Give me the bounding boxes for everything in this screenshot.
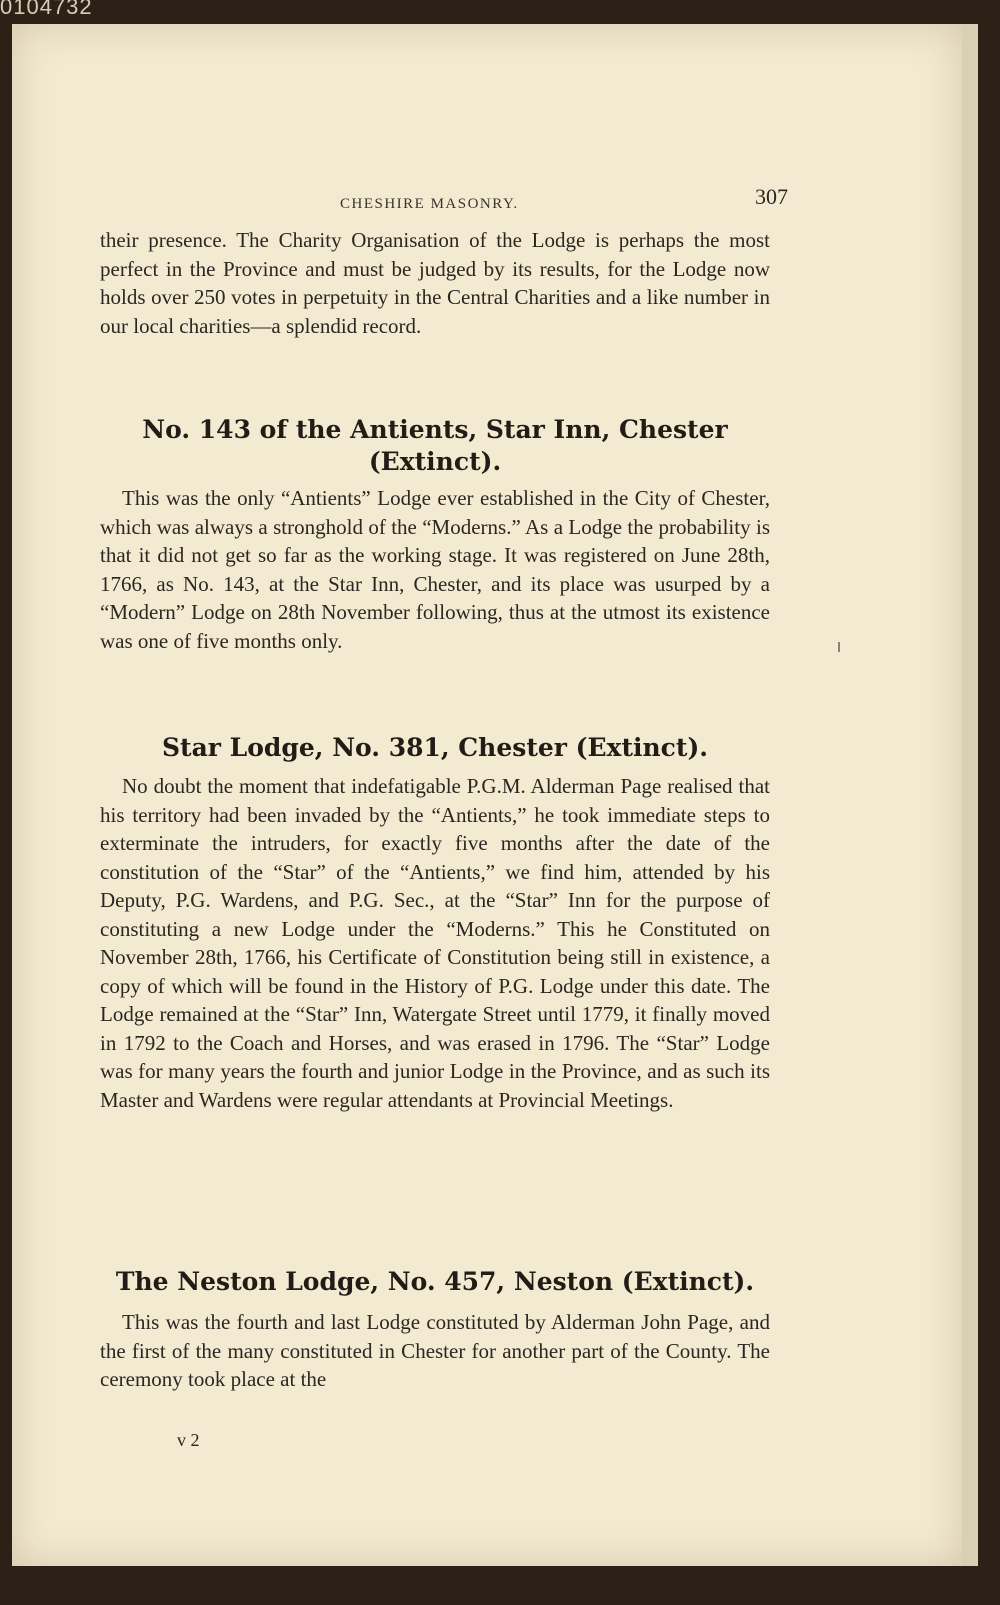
heading-line: The Neston Lodge, No. 457, Neston (Extinct). [115, 1267, 755, 1296]
heading-line: No. 143 of the Antients, Star Inn, Chester [142, 415, 728, 444]
paragraph-antients [100, 484, 770, 655]
section-heading-antients [100, 414, 770, 478]
heading-line: (Extinct). [368, 447, 502, 476]
margin-mark [838, 642, 840, 652]
paragraph-text: No doubt the moment that indefatigable P.G.M. Alderman Page realised that his territory had been invaded by the “Antients,” he took immediate steps to exterminate the intruders, for exactly five months after the date of the constitution of the “Star” of the “Antients,” we find him, attended by his Deputy, P.G. Wardens, and P.G. Sec., at the “Star” Inn for the purpose of constituting a new Lodge under the “Moderns.” This he Constituted on November 28th, 1766, his Certificate of Constitution being still in existence, a copy of which will be found in the History of P.G. Lodge under this date. The Lodge remained at the “Star” Inn, Watergate Street until 1779, it finally moved in 1792 to the Coach and Horses, and was erased in 1796. The “Star” Lodge was for many years the fourth and junior Lodge in the Province, and as such its Master and Wardens were regular attendants at Provincial Meetings. [100, 774, 770, 1112]
scan-identifier: 0104732 [0, 0, 93, 19]
section-heading-neston-lodge [100, 1266, 770, 1298]
page-number: 307 [755, 184, 788, 209]
paragraph-text: This was the only “Antients” Lodge ever established in the City of Chester, which was always a stronghold of the “Moderns.” As a Lodge the probability is that it did not get so far as the working stage. It was registered on June 28th, 1766, as No. 143, at the Star Inn, Chester, and its place was usurped by a “Modern” Lodge on 28th November following, thus at the utmost its existence was one of five months only. [100, 486, 770, 653]
heading-line: Star Lodge, No. 381, Chester (Extinct). [162, 733, 708, 762]
running-head [100, 184, 788, 224]
book-page [12, 24, 978, 1566]
paragraph-neston-lodge [100, 1308, 770, 1394]
running-title: CHESHIRE MASONRY. [340, 196, 519, 212]
paragraph-text: This was the fourth and last Lodge constituted by Alderman John Page, and the first of the many constituted in Chester for another part of the County. The ceremony took place at the [100, 1310, 770, 1391]
signature-mark: v 2 [177, 1430, 200, 1450]
paragraph-text: their presence. The Charity Organisation of the Lodge is perhaps the most perfect in the Province and must be judged by its results, for the Lodge now holds over 250 votes in perpetuity in the Central Charities and a like number in our local charities—a splendid record. [100, 228, 770, 338]
section-heading-star-lodge [100, 732, 770, 764]
paragraph-continuation [100, 226, 770, 340]
paragraph-star-lodge [100, 772, 770, 1114]
